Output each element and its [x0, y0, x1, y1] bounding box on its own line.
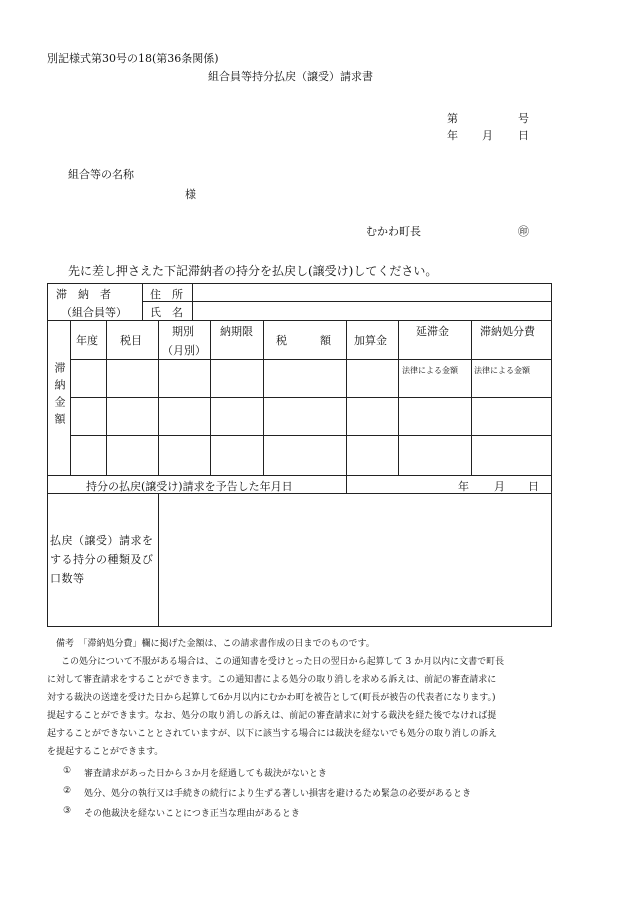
paragraph-line: を提起することができます。: [47, 747, 164, 757]
date-day: 日: [518, 129, 529, 142]
date-month: 月: [482, 129, 493, 142]
col-disposal-fee: 滞納処分費: [480, 325, 535, 338]
form-number: 別記様式第30号の18(第36条関係): [47, 52, 219, 65]
list-item: その他裁決を経ないことにつき正当な理由があるとき: [84, 809, 300, 819]
paragraph-line: に対して審査請求をすることができます。この通知書による処分の取り消しを求める訴えは、前記の審査請求に: [47, 675, 497, 685]
sender-name: むかわ町長: [366, 225, 421, 238]
number-prefix: 第: [447, 112, 458, 125]
amount-label: 滞納金額: [53, 362, 66, 430]
addressee-honorific: 様: [185, 188, 196, 201]
delinquent-label: 滞 納 者: [56, 288, 111, 301]
address-label: 住 所: [150, 288, 183, 301]
list-item-number: ①: [63, 766, 72, 776]
col-period-monthly: （月別）: [162, 344, 206, 357]
col-tax-amount: 税 額: [276, 334, 331, 347]
form-title: 組合員等持分払戻（譲受）請求書: [208, 70, 373, 83]
paragraph-line: 提起することができます。なお、処分の取り消しの訴えは、前記の審査請求に対する裁決を経た後でなければ提: [47, 711, 497, 721]
share-type-label: 払戻（譲受）請求をする持分の種類及び口数等: [50, 534, 154, 585]
member-label: （組合員等）: [61, 306, 127, 319]
date-year: 年: [447, 129, 458, 142]
col-additional-tax: 加算金: [354, 334, 387, 347]
notice-day: 日: [528, 480, 539, 493]
notice-year: 年: [458, 480, 469, 493]
notice-month: 月: [494, 480, 505, 493]
col-late-fee: 延滞金: [416, 325, 449, 338]
paragraph-line: この処分について不服がある場合は、この通知書を受けとった日の翌日から起算して 3 か月以内に文書で町長: [61, 657, 505, 667]
col-year: 年度: [76, 334, 98, 347]
list-item-number: ②: [63, 786, 72, 796]
col-period: 期別: [172, 325, 194, 338]
seal-mark: ㊞: [518, 225, 529, 238]
disposal-fee-legal-amount: 法律による金額: [474, 366, 530, 375]
intro-text: 先に差し押さえた下記滞納者の持分を払戻し(譲受け)してください。: [68, 264, 438, 278]
list-item-number: ③: [63, 806, 72, 816]
name-label: 氏 名: [150, 306, 183, 319]
remark: 備考 「滞納処分費」欄に掲げた金額は、この請求書作成の日までのものです。: [56, 639, 375, 649]
list-item: 審査請求があった日から３か月を経過しても裁決がないとき: [84, 769, 327, 779]
paragraph-line: 起することができないこととされていますが、以下に該当する場合には裁決を経ないでも処分の取り消しの訴え: [47, 729, 498, 739]
col-tax-item: 税目: [120, 334, 142, 347]
number-suffix: 号: [518, 112, 529, 125]
addressee-label: 組合等の名称: [68, 168, 134, 181]
paragraph-line: 対する裁決の送達を受けた日から起算して6か月以内にむかわ町を被告として(町長が被告の代表者になります。): [47, 693, 496, 703]
list-item: 処分、処分の執行又は手続きの続行により生ずる著しい損害を避けるため緊急の必要があるとき: [84, 789, 472, 799]
col-due-date: 納期限: [220, 325, 253, 338]
notice-date-label: 持分の払戻(譲受け)請求を予告した年月日: [86, 480, 293, 493]
late-fee-legal-amount: 法律による金額: [402, 366, 458, 375]
